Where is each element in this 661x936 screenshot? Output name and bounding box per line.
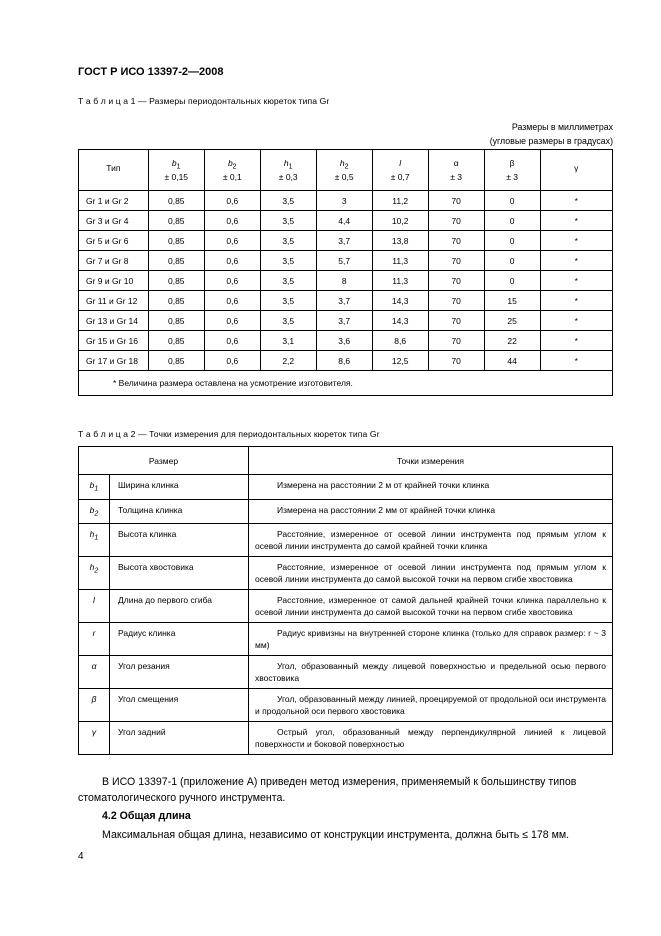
value-cell: 70 bbox=[428, 271, 484, 291]
symbol-subscript: 1 bbox=[94, 534, 99, 543]
table1-units bbox=[490, 120, 613, 148]
value-cell: 3,5 bbox=[260, 291, 316, 311]
value-cell: 11,3 bbox=[372, 271, 428, 291]
value-cell: 8,6 bbox=[372, 331, 428, 351]
description-cell: Расстояние, измеренное от самой дальней крайней точки клинка параллельно к осевой линии инструмента до самой высокой точки на первом сгибе хвостовика bbox=[249, 590, 613, 623]
value-cell: 0,85 bbox=[148, 331, 204, 351]
name-cell: Длина до первого сгиба bbox=[110, 590, 249, 623]
header-subscript: 2 bbox=[344, 162, 349, 171]
name-cell: Радиус клинка bbox=[110, 623, 249, 656]
table-row bbox=[79, 524, 613, 557]
symbol: α bbox=[91, 661, 97, 672]
value-cell: 0,6 bbox=[204, 351, 260, 371]
table1-header-cell bbox=[204, 150, 260, 191]
value-cell: 3,5 bbox=[260, 231, 316, 251]
description-cell: Измерена на расстоянии 2 мм от крайней точки клинка bbox=[249, 499, 613, 524]
symbol-cell bbox=[79, 475, 110, 500]
symbol-subscript: 2 bbox=[94, 567, 99, 576]
header-symbol: b bbox=[227, 158, 233, 169]
type-cell: Gr 13 и Gr 14 bbox=[79, 311, 149, 331]
value-cell: * bbox=[540, 271, 612, 291]
table1-caption: Т а б л и ц а 1 — Размеры периодонтальных кюреток типа Gr bbox=[78, 96, 330, 106]
units-line-2: (угловые размеры в градусах) bbox=[489, 136, 613, 146]
value-cell: 3,1 bbox=[260, 331, 316, 351]
name-cell: Высота клинка bbox=[110, 524, 249, 557]
value-cell: 44 bbox=[484, 351, 540, 371]
name-cell: Толщина клинка bbox=[110, 499, 249, 524]
type-cell: Gr 11 и Gr 12 bbox=[79, 291, 149, 311]
table1-header-cell bbox=[372, 150, 428, 191]
value-cell: * bbox=[540, 331, 612, 351]
header-subscript: 1 bbox=[288, 162, 293, 171]
header-subscript: 2 bbox=[232, 162, 237, 171]
table1-header-cell bbox=[540, 150, 612, 191]
table2-header-points: Точки измерения bbox=[249, 447, 613, 475]
value-cell: 10,2 bbox=[372, 211, 428, 231]
value-cell: 0 bbox=[484, 271, 540, 291]
value-cell: 3,6 bbox=[316, 331, 372, 351]
name-cell: Угол резания bbox=[110, 656, 249, 689]
value-cell: 70 bbox=[428, 231, 484, 251]
name-cell: Высота хвостовика bbox=[110, 557, 249, 590]
table-row bbox=[79, 475, 613, 500]
symbol-cell bbox=[79, 722, 110, 755]
page-number: 4 bbox=[78, 851, 84, 862]
value-cell: 70 bbox=[428, 351, 484, 371]
value-cell: * bbox=[540, 251, 612, 271]
value-cell: 0 bbox=[484, 211, 540, 231]
value-cell: 0,6 bbox=[204, 311, 260, 331]
value-cell: 0,6 bbox=[204, 271, 260, 291]
symbol-cell bbox=[79, 623, 110, 656]
value-cell: 3,7 bbox=[316, 311, 372, 331]
table1-footnote: * Величина размера оставлена на усмотрение изготовителя. bbox=[79, 371, 613, 396]
symbol-subscript: 2 bbox=[94, 509, 99, 518]
value-cell: 11,3 bbox=[372, 251, 428, 271]
value-cell: 5,7 bbox=[316, 251, 372, 271]
value-cell: 0,6 bbox=[204, 231, 260, 251]
header-symbol: h bbox=[339, 158, 345, 169]
value-cell: 0,85 bbox=[148, 271, 204, 291]
table1-footnote-row bbox=[79, 371, 613, 396]
value-cell: 3,7 bbox=[316, 231, 372, 251]
name-cell: Ширина клинка bbox=[110, 475, 249, 500]
header-tolerance: ± 0,1 bbox=[222, 171, 242, 182]
symbol-subscript: 1 bbox=[94, 484, 99, 493]
description-cell: Острый угол, образованный между перпендикулярной линией к лицевой поверхности и боковой поверхностью bbox=[249, 722, 613, 755]
value-cell: 11,2 bbox=[372, 191, 428, 211]
value-cell: 70 bbox=[428, 311, 484, 331]
symbol-cell bbox=[79, 524, 110, 557]
type-cell: Gr 3 и Gr 4 bbox=[79, 211, 149, 231]
header-symbol: Тип bbox=[106, 163, 121, 174]
type-cell: Gr 9 и Gr 10 bbox=[79, 271, 149, 291]
table2-header-row bbox=[79, 447, 613, 475]
value-cell: 3 bbox=[316, 191, 372, 211]
symbol: h bbox=[89, 529, 95, 540]
value-cell: 22 bbox=[484, 331, 540, 351]
value-cell: 0,85 bbox=[148, 311, 204, 331]
value-cell: 14,3 bbox=[372, 291, 428, 311]
paragraph-method: В ИСО 13397-1 (приложение А) приведен метод измерения, применяемый к большинству типов стоматологического ручного инструмента. bbox=[78, 776, 577, 804]
table1-header-cell bbox=[79, 150, 149, 191]
value-cell: 3,5 bbox=[260, 211, 316, 231]
table-row bbox=[79, 231, 613, 251]
type-cell: Gr 5 и Gr 6 bbox=[79, 231, 149, 251]
table-row bbox=[79, 499, 613, 524]
symbol: l bbox=[93, 595, 95, 606]
section-title: 4.2 Общая длина bbox=[102, 810, 191, 822]
table-row bbox=[79, 722, 613, 755]
description-cell: Измерена на расстоянии 2 м от крайней точки клинка bbox=[249, 475, 613, 500]
dimensions-table bbox=[78, 149, 613, 396]
value-cell: 0,6 bbox=[204, 331, 260, 351]
value-cell: 0,85 bbox=[148, 231, 204, 251]
description-cell: Угол, образованный между лицевой поверхностью и предельной осью первого хвостовика bbox=[249, 656, 613, 689]
table-row bbox=[79, 211, 613, 231]
symbol: b bbox=[89, 480, 95, 490]
value-cell: 70 bbox=[428, 211, 484, 231]
header-symbol: β bbox=[509, 158, 515, 169]
value-cell: 0 bbox=[484, 191, 540, 211]
description-cell: Угол, образованный между линией, проецируемой от продольной оси инструмента и продольной оси первого хвостовика bbox=[249, 689, 613, 722]
table1-header-cell bbox=[148, 150, 204, 191]
table-row bbox=[79, 656, 613, 689]
units-line-1: Размеры в миллиметрах bbox=[511, 122, 613, 132]
value-cell: 3,5 bbox=[260, 191, 316, 211]
symbol: h bbox=[89, 562, 95, 573]
symbol: b bbox=[89, 504, 95, 515]
value-cell: 13,8 bbox=[372, 231, 428, 251]
value-cell: * bbox=[540, 311, 612, 331]
symbol-cell bbox=[79, 499, 110, 524]
header-tolerance: ± 0,3 bbox=[278, 171, 298, 182]
value-cell: 0,85 bbox=[148, 251, 204, 271]
value-cell: * bbox=[540, 211, 612, 231]
header-subscript: 1 bbox=[176, 162, 181, 171]
value-cell: 70 bbox=[428, 191, 484, 211]
symbol-cell bbox=[79, 656, 110, 689]
measurement-points-table bbox=[78, 446, 613, 755]
value-cell: 8 bbox=[316, 271, 372, 291]
table-row bbox=[79, 689, 613, 722]
type-cell: Gr 15 и Gr 16 bbox=[79, 331, 149, 351]
table-row bbox=[79, 271, 613, 291]
value-cell: 12,5 bbox=[372, 351, 428, 371]
description-cell: Расстояние, измеренное от осевой линии инструмента под прямым углом к осевой линии инструмента до самой крайней точки клинка bbox=[249, 524, 613, 557]
header-tolerance: ± 0,7 bbox=[390, 171, 410, 182]
header-symbol: b bbox=[171, 158, 177, 169]
header-tolerance: ± 3 bbox=[506, 171, 518, 182]
value-cell: 2,2 bbox=[260, 351, 316, 371]
table-row bbox=[79, 331, 613, 351]
table1-header-cell bbox=[428, 150, 484, 191]
type-cell: Gr 1 и Gr 2 bbox=[79, 191, 149, 211]
value-cell: 3,5 bbox=[260, 271, 316, 291]
header-symbol: γ bbox=[574, 163, 579, 174]
value-cell: 25 bbox=[484, 311, 540, 331]
value-cell: 0,6 bbox=[204, 211, 260, 231]
value-cell: 0,85 bbox=[148, 211, 204, 231]
table2-caption: Т а б л и ц а 2 — Точки измерения для периодонтальных кюреток типа Gr bbox=[78, 429, 380, 439]
name-cell: Угол задний bbox=[110, 722, 249, 755]
value-cell: 0,85 bbox=[148, 191, 204, 211]
type-cell: Gr 7 и Gr 8 bbox=[79, 251, 149, 271]
description-cell: Радиус кривизны на внутренней стороне клинка (только для справок размер: r ~ 3 мм) bbox=[249, 623, 613, 656]
name-cell: Угол смещения bbox=[110, 689, 249, 722]
table-row bbox=[79, 623, 613, 656]
table-row bbox=[79, 311, 613, 331]
value-cell: * bbox=[540, 231, 612, 251]
symbol: β bbox=[91, 694, 97, 705]
value-cell: 8,6 bbox=[316, 351, 372, 371]
value-cell: 70 bbox=[428, 331, 484, 351]
value-cell: 0 bbox=[484, 251, 540, 271]
symbol-cell bbox=[79, 590, 110, 623]
value-cell: 0,85 bbox=[148, 351, 204, 371]
value-cell: 0,6 bbox=[204, 251, 260, 271]
symbol: r bbox=[92, 628, 96, 639]
type-cell: Gr 17 и Gr 18 bbox=[79, 351, 149, 371]
value-cell: 3,7 bbox=[316, 291, 372, 311]
value-cell: 0 bbox=[484, 231, 540, 251]
table1-header-cell bbox=[484, 150, 540, 191]
value-cell: * bbox=[540, 351, 612, 371]
value-cell: 14,3 bbox=[372, 311, 428, 331]
header-tolerance: ± 3 bbox=[450, 171, 463, 182]
table-row bbox=[79, 557, 613, 590]
header-tolerance: ± 0,15 bbox=[164, 171, 189, 182]
table-row bbox=[79, 291, 613, 311]
value-cell: 0,6 bbox=[204, 191, 260, 211]
table1-header-cell bbox=[316, 150, 372, 191]
value-cell: 15 bbox=[484, 291, 540, 311]
value-cell: 4,4 bbox=[316, 211, 372, 231]
description-cell: Расстояние, измеренное от осевой линии инструмента под прямым углом к осевой линии инструмента до самой высокой точки на первом сгибе хвостовика bbox=[249, 557, 613, 590]
table1-header-cell bbox=[260, 150, 316, 191]
value-cell: 3,5 bbox=[260, 251, 316, 271]
table-row bbox=[79, 251, 613, 271]
table-row bbox=[79, 351, 613, 371]
table2-header-size: Размер bbox=[79, 447, 249, 475]
value-cell: 70 bbox=[428, 291, 484, 311]
header-symbol: l bbox=[399, 158, 402, 169]
header-symbol: h bbox=[283, 158, 289, 169]
symbol-cell bbox=[79, 689, 110, 722]
table-row bbox=[79, 590, 613, 623]
header-tolerance: ± 0,5 bbox=[334, 171, 354, 182]
value-cell: * bbox=[540, 291, 612, 311]
symbol: γ bbox=[91, 727, 97, 738]
value-cell: 3,5 bbox=[260, 311, 316, 331]
table1-header-row bbox=[79, 150, 613, 191]
table-row bbox=[79, 191, 613, 211]
header-symbol: α bbox=[453, 158, 459, 169]
paragraph-length: Максимальная общая длина, независимо от конструкции инструмента, должна быть ≤ 178 мм. bbox=[102, 829, 570, 841]
symbol-cell bbox=[79, 557, 110, 590]
value-cell: 70 bbox=[428, 251, 484, 271]
value-cell: 0,85 bbox=[148, 291, 204, 311]
document-header: ГОСТ Р ИСО 13397-2—2008 bbox=[78, 66, 224, 78]
value-cell: * bbox=[540, 191, 612, 211]
value-cell: 0,6 bbox=[204, 291, 260, 311]
